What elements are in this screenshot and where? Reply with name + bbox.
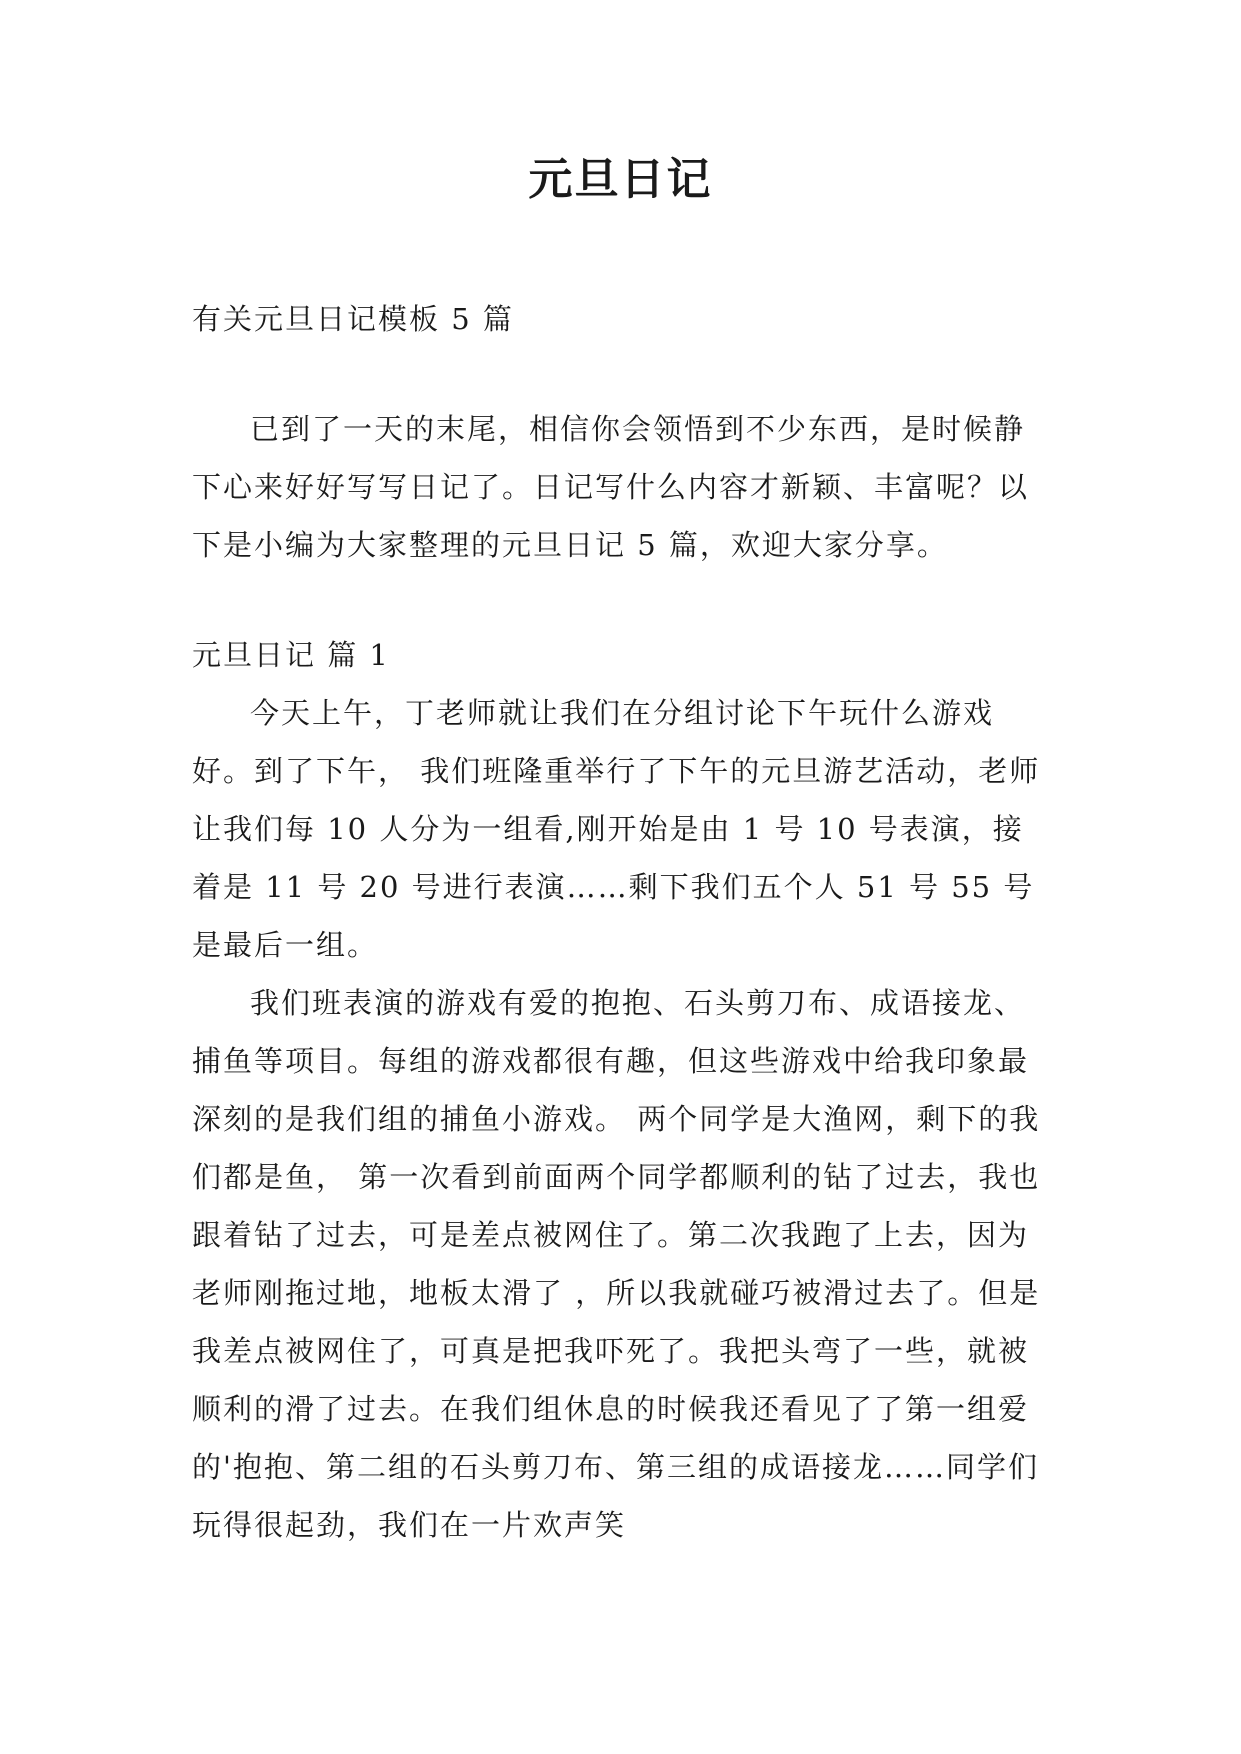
section-paragraph: 我们班表演的游戏有爱的抱抱、石头剪刀布、成语接龙、捕鱼等项目。每组的游戏都很有趣，但这些游戏中给我印象最深刻的是我们组的捕鱼小游戏。 两个同学是大渔网，剩下的我们都是鱼， 第一次看到前面两个同学都顺利的钻了过去，我也跟着钻了过去，可是差点被网住了。第二次我跑了上去，因为老师刚拖过地，地板太滑了 ，所以我就碰巧被滑过去了。但是我差点被网住了，可真是把我吓死了。我把头弯了一些，就被顺利的滑了过去。在我们组休息的时候我还看见了了第一组爱的'抱抱、第二组的石头剪刀布、第三组的成语接龙……同学们玩得很起劲，我们在一片欢声笑 — [192, 986, 1041, 1542]
intro-paragraph: 已到了一天的末尾，相信你会领悟到不少东西，是时候静下心来好好写写日记了。日记写什么内容才新颖、丰富呢？以下是小编为大家整理的元旦日记 5 篇，欢迎大家分享。 — [192, 412, 1030, 562]
section-heading: 元旦日记 篇 1 — [192, 638, 390, 672]
section — [192, 626, 1054, 1554]
document-subtitle: 有关元旦日记模板 5 篇 — [192, 302, 514, 336]
section-paragraph: 今天上午，丁老师就让我们在分组讨论下午玩什么游戏好。到了下午， 我们班隆重举行了下午的元旦游艺活动，老师让我们每 10 人分为一组看,刚开始是由 1 号 10 号表演，接着是 11 号 20 号进行表演……剩下我们五个人 51 号 55 号是最后一组。 — [192, 696, 1041, 962]
document-body — [192, 290, 1054, 1554]
document-title: 元旦日记 — [528, 154, 713, 205]
